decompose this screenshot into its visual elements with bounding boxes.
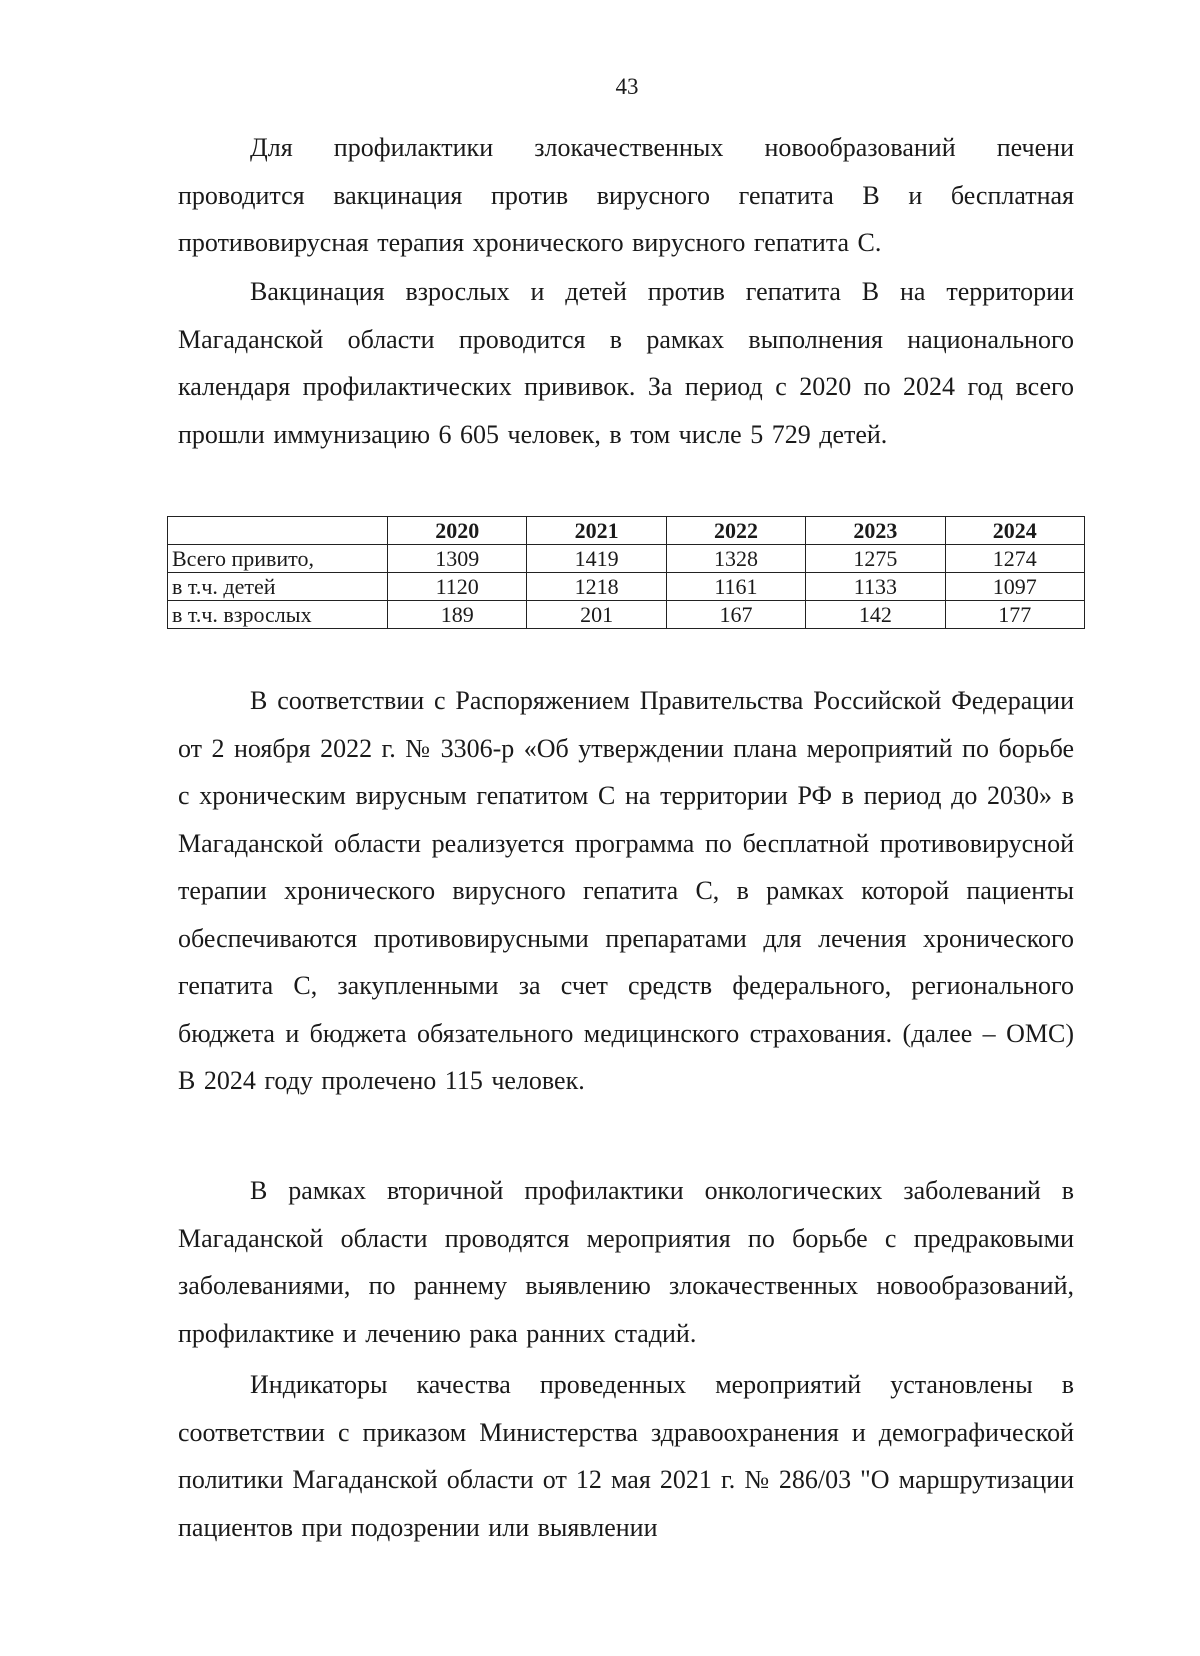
row-label-adults: в т.ч. взрослых [168, 601, 388, 629]
row-label-children: в т.ч. детей [168, 573, 388, 601]
table-cell: 167 [666, 601, 805, 629]
column-header-2023: 2023 [806, 517, 945, 545]
table-cell: 1120 [388, 573, 527, 601]
paragraph-quality-indicators: Индикаторы качества проведенных мероприятий установлены в соответствии с приказом Министерства здравоохранения и демографической политики Магаданской области от 12 мая 2021 г. № 286/03 "О маршрутизации пациентов при подозрении или выявлении [178, 1370, 1074, 1542]
table-cell: 1161 [666, 573, 805, 601]
column-header-2024: 2024 [945, 517, 1084, 545]
table-cell: 1097 [945, 573, 1084, 601]
table-header-row [168, 517, 1085, 545]
page-number: 43 [615, 74, 639, 99]
table-corner-cell [168, 517, 388, 545]
table-cell: 201 [527, 601, 666, 629]
paragraph-hepatitis-c-program: В соответствии с Распоряжением Правительства Российской Федерации от 2 ноября 2022 г. № 3306-р «Об утверждении плана мероприятий по борьбе с хроническим вирусным гепатитом С на территории РФ в период до 2030» в Магаданской области реализуется программа по бесплатной противовирусной терапии хронического вирусного гепатита С, в рамках которой пациенты обеспечиваются противовирусными препаратами для лечения хронического гепатита С, закупленными за счет средств федерального, регионального бюджета и бюджета обязательного медицинского страхования. (далее – ОМС) В 2024 году пролечено 115 человек. [178, 686, 1074, 1095]
table-cell: 177 [945, 601, 1084, 629]
paragraph-secondary-prevention: В рамках вторичной профилактики онкологических заболеваний в Магаданской области проводятся мероприятия по борьбе с предраковыми заболеваниями, по раннему выявлению злокачественных новообразований, профилактике и лечению рака ранних стадий. [178, 1176, 1074, 1348]
paragraph-liver-cancer-prevention: Для профилактики злокачественных новообразований печени проводится вакцинация против вирусного гепатита В и бесплатная противовирусная терапия хронического вирусного гепатита С. [178, 133, 1074, 257]
table-row [168, 545, 1085, 573]
paragraph-hepatitis-b-vaccination: Вакцинация взрослых и детей против гепатита В на территории Магаданской области проводится в рамках выполнения национального календаря профилактических прививок. За период с 2020 по 2024 год всего прошли иммунизацию 6 605 человек, в том числе 5 729 детей. [178, 277, 1074, 449]
column-header-2020: 2020 [388, 517, 527, 545]
table-cell: 1218 [527, 573, 666, 601]
table-cell: 1274 [945, 545, 1084, 573]
vaccination-table [167, 516, 1085, 629]
table-cell: 1133 [806, 573, 945, 601]
table-cell: 142 [806, 601, 945, 629]
column-header-2021: 2021 [527, 517, 666, 545]
table-row [168, 601, 1085, 629]
table-cell: 189 [388, 601, 527, 629]
column-header-2022: 2022 [666, 517, 805, 545]
table-cell: 1419 [527, 545, 666, 573]
table-cell: 1328 [666, 545, 805, 573]
table-cell: 1275 [806, 545, 945, 573]
row-label-total: Всего привито, [168, 545, 388, 573]
table-cell: 1309 [388, 545, 527, 573]
table-row [168, 573, 1085, 601]
